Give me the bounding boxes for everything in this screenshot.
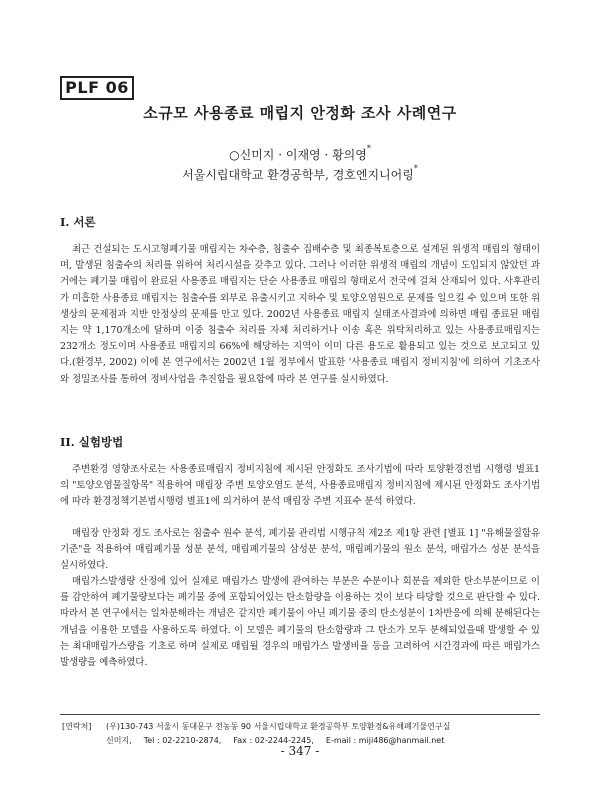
contact-name: 신미지, (106, 736, 132, 745)
contact-tel: Tel : 02-2210-2874, (143, 736, 222, 745)
section-heading-methods: II. 실험방법 (60, 435, 124, 449)
affiliation-mark: * (413, 164, 418, 173)
author-names: ○신미지 · 이재영 · 황의영 (229, 148, 367, 162)
author-line (0, 146, 600, 163)
section-heading-introduction: I. 서론 (60, 215, 96, 229)
affiliation-names: 서울시립대학교 환경공학부, 경호엔지니어링 (182, 168, 414, 182)
contact-address-row (62, 720, 542, 734)
author-affiliation-mark: * (366, 144, 371, 153)
contact-label: [연락처] (62, 722, 92, 731)
contact-email: E-mail : miji486@hanmail.net (325, 736, 445, 745)
paper-title: 소규모 사용종료 매립지 안정화 조사 사례연구 (143, 104, 457, 122)
methods-paragraph-2: 매립장 안정화 정도 조사로는 침출수 원수 분석, 폐기물 관리법 시행규칙 제2조 제1항 관련 [별표 1] "유해물질함유기준"을 적용하여 매립폐기물 성분 분석, 매립폐기물의 삼성분 분석, 매립폐기물의 원소 분석, 매립가스 성분 분석을 실시하였다. (60, 528, 540, 572)
methods-paragraph-1: 주변환경 영향조사로는 사용종료매립지 정비지침에 제시된 안정화도 조사기법에 따라 토양환경전법 시행령 별표1의 "토양오염물질항목" 적용하여 매립장 주변 토양오염도 분석, 사용종료매립지 정비지침에 제시된 안정화도 조사기법에 따라 환경정책기본법시행령 별표1에 의거하여 분석 매립장 주변 지표수 분석 하였다. (60, 464, 540, 508)
intro-paragraph: 최근 건설되는 도시고형폐기물 매립지는 차수층, 침출수 집배수층 및 최종복토층으로 설계된 위생적 매립의 형태이며, 발생된 침출수의 처리를 위하여 처리시설을 갖추고 있다. 그러나 이러한 위생적 매립의 개념이 도입되지 않았던 과거에는 폐기물 매립이 완료된 사용종료 매립지는 단순 사용종료 매립의 형태로서 전국에 걸쳐 산재되어 있다. 사후관리가 미흡한 사용종료 매립지는 침출수를 외부로 유출시키고 지하수 및 토양오염원으로 문제를 일으킬 수 있으며 또한 위생상의 문제점과 지반 안정상의 문제를 안고 있다. 2002년 사용종료 매립지 실태조사결과에 의하면 매립 종료된 매립지는 약 1,170개소에 달하며 이중 침출수 처리를 자체 처리하거나 이송 혹은 위탁처리하고 있는 사용종료매립지는 232개소 정도이며 사용종료 매립지의 66%에 해당하는 지역이 이미 다른 용도로 활용되고 있는 것으로 보고되고 있다.(환경부, 2002) 이에 본 연구에서는 2002년 1월 정부에서 발표한 '사용종료 매립지 정비지침'에 의하여 기초조사와 정밀조사를 통하여 정비사업을 추진함을 필요함에 따라 본 연구를 실시하였다. (60, 244, 540, 385)
methods-paragraph-3: 매립가스발생량 산정에 있어 실제로 매립가스 발생에 관여하는 부분은 수분이나 회분을 제외한 탄소부분이므로 이를 감안하여 폐기물량보다는 폐기물 중에 포함되어있는 탄소함량을 이용하는 것이 보다 타당할 것으로 판단할 수 있다. 따라서 본 연구에서는 일차분해라는 개념은 같지만 폐기물이 아닌 폐기물 중의 탄소성분이 1차반응에 의해 분해된다는 개념을 이용한 모델을 사용하도록 하였다. 이 모델은 폐기물의 탄소함량과 그 탄소가 모두 분해되었을때 발생할 수 있는 최대매립가스량을 기초로 하며 실제로 매립될 경우의 매립가스 발생비율 등을 고려하여 시간경과에 따른 매립가스발생량을 예측하였다. (60, 576, 540, 669)
contact-fax: Fax : 02-2244-2245, (233, 736, 314, 745)
page-number: - 347 - (280, 744, 320, 758)
footer-divider (60, 714, 540, 715)
contact-address: (우)130-743 서울시 동대문구 전농동 90 서울시립대학교 환경공학부 토양환경&유해폐기물연구실 (106, 722, 451, 731)
session-code-box: PLF 06 (60, 76, 134, 100)
affiliation-line (0, 166, 600, 183)
